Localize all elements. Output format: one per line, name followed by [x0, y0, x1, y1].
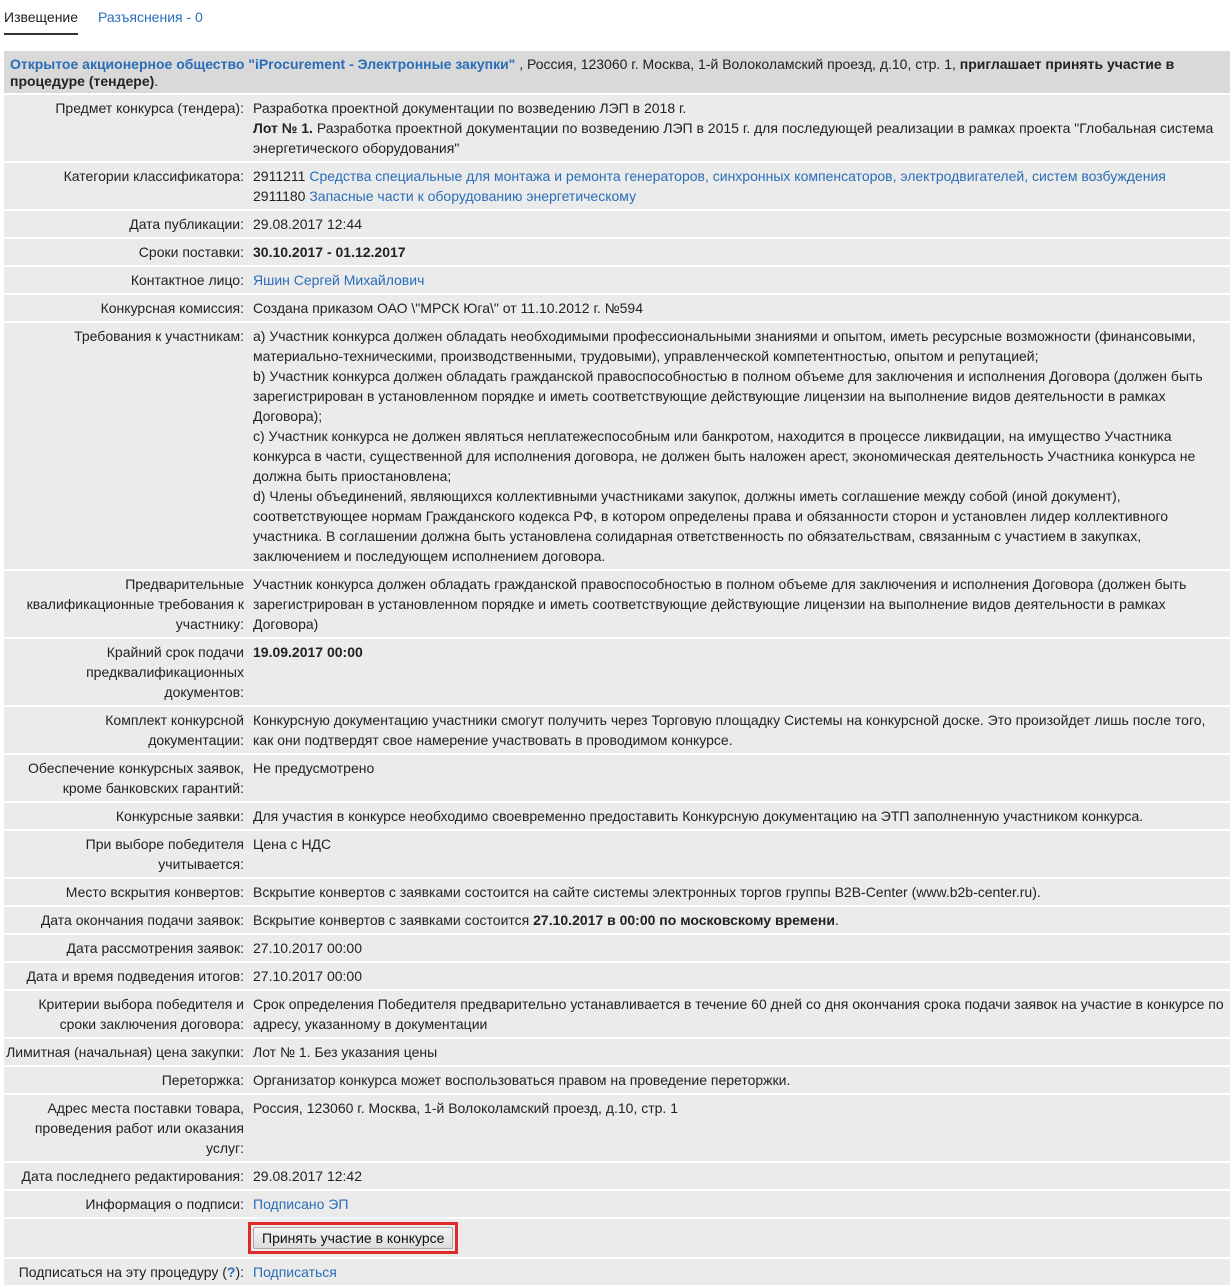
row-participate	[4, 1219, 1230, 1257]
organizer-address: , Россия, 123060 г. Москва, 1-й Волоколамский проезд, д.10, стр. 1,	[519, 56, 956, 72]
rebid-label: Переторжка:	[4, 1067, 248, 1093]
participate-cell	[248, 1219, 1230, 1257]
row-limit-price	[4, 1039, 1230, 1065]
subscribe-label-suffix: ):	[235, 1264, 244, 1280]
opening-place-value: Вскрытие конвертов с заявками состоится на сайте системы электронных торгов группы B2B-Center (www.b2b-center.ru).	[248, 879, 1230, 905]
last-edit-label: Дата последнего редактирования:	[4, 1163, 248, 1189]
bids-label: Конкурсные заявки:	[4, 803, 248, 829]
requirement-d: d) Члены объединений, являющихся коллективными участниками закупок, должны иметь соглашение между собой (иной документ), соответствующее нормам Гражданского кодекса РФ, в котором определены права и обязанности сторон и установлен лидер коллективного участника. В соглашении должна быть установлена солидарная ответственность по обязательствам, связанным с участием в закупках, заключением и последующем исполнением договора.	[253, 488, 1169, 564]
lot-label: Лот № 1.	[253, 120, 313, 136]
bids-value: Для участия в конкурсе необходимо своевременно предоставить Конкурсную документацию на ЭТП заполненную участником конкурса.	[248, 803, 1230, 829]
prequal-deadline-label: Крайний срок подачи предквалификационных документов:	[4, 639, 248, 705]
help-link[interactable]: ?	[226, 1264, 236, 1280]
docs-label: Комплект конкурсной документации:	[4, 707, 248, 753]
row-security	[4, 755, 1230, 801]
rebid-value: Организатор конкурса может воспользоваться правом на проведение переторжки.	[248, 1067, 1230, 1093]
row-prequal-deadline	[4, 639, 1230, 705]
row-results-date	[4, 963, 1230, 989]
commission-value: Создана приказом ОАО \"МРСК Юга\" от 11.10.2012 г. №594	[248, 295, 1230, 321]
requirement-a: a) Участник конкурса должен обладать необходимыми профессиональными знаниями и опытом, иметь ресурсные возможности (финансовыми, материально-техническими, производственными, трудовыми), управленческой компетентностью, опытом и репутацией;	[253, 328, 1196, 364]
bids-end-datetime: 27.10.2017 в 00:00 по московскому времени	[533, 912, 835, 928]
requirements-value	[248, 323, 1230, 569]
row-contact	[4, 267, 1230, 293]
docs-value: Конкурсную документацию участники смогут получить через Торговую площадку Системы на конкурсной доске. Это произойдет лишь после того, как они подтвердят свое намерение участвовать в проводимом конкурсе.	[248, 707, 1230, 753]
categories-label: Категории классификатора:	[4, 163, 248, 209]
signature-label: Информация о подписи:	[4, 1191, 248, 1217]
last-edit-value: 29.08.2017 12:42	[248, 1163, 1230, 1189]
pub-date-value: 29.08.2017 12:44	[248, 211, 1230, 237]
review-date-label: Дата рассмотрения заявок:	[4, 935, 248, 961]
row-opening-place	[4, 879, 1230, 905]
row-winner-price	[4, 831, 1230, 877]
notice-header	[4, 51, 1230, 93]
bids-end-prefix: Вскрытие конвертов с заявками состоится	[253, 912, 530, 928]
row-last-edit	[4, 1163, 1230, 1189]
header-period: .	[154, 73, 159, 89]
delivery-address-value: Россия, 123060 г. Москва, 1-й Волоколамский проезд, д.10, стр. 1	[248, 1095, 1230, 1161]
contact-label: Контактное лицо:	[4, 267, 248, 293]
commission-label: Конкурсная комиссия:	[4, 295, 248, 321]
row-subscribe	[4, 1259, 1230, 1285]
row-commission	[4, 295, 1230, 321]
results-date-value: 27.10.2017 00:00	[248, 963, 1230, 989]
row-pub-date	[4, 211, 1230, 237]
row-signature	[4, 1191, 1230, 1217]
subscribe-label-prefix: Подписаться на эту процедуру (	[18, 1264, 227, 1280]
row-categories	[4, 163, 1230, 209]
category-code: 2911211	[253, 168, 306, 184]
security-value: Не предусмотрено	[248, 755, 1230, 801]
row-review-date	[4, 935, 1230, 961]
organizer-link[interactable]: Открытое акционерное общество "iProcurement - Электронные закупки"	[10, 56, 516, 72]
delivery-label: Сроки поставки:	[4, 239, 248, 265]
requirement-c: c) Участник конкурса не должен являться неплатежеспособным или банкротом, находится в процессе ликвидации, на имущество Участника конкурса в части, существенной для исполнения договора, не должен быть наложен арест, экономическая деятельность Участника конкурса не должна быть приостановлена;	[253, 428, 1196, 484]
tab-clarifications[interactable]: Разъяснения - 0	[98, 9, 203, 25]
row-delivery-address	[4, 1095, 1230, 1161]
prequal-value: Участник конкурса должен обладать гражданской правоспособностью в полном объеме для заключения и исполнения Договора (должен быть зарегистрирован в установленном порядке и иметь соответствующие действующие лицензии на выполнение видов деятельности в рамках Договора)	[248, 571, 1230, 637]
bids-end-suffix: .	[834, 912, 839, 928]
row-criteria	[4, 991, 1230, 1037]
winner-price-label: При выборе победителя учитывается:	[4, 831, 248, 877]
row-bids-end	[4, 907, 1230, 933]
results-date-label: Дата и время подведения итогов:	[4, 963, 248, 989]
row-prequal	[4, 571, 1230, 637]
subscribe-link[interactable]: Подписаться	[253, 1264, 337, 1280]
security-label: Обеспечение конкурсных заявок, кроме банковских гарантий:	[4, 755, 248, 801]
delivery-value: 30.10.2017 - 01.12.2017	[248, 239, 1230, 265]
category-code: 2911180	[253, 188, 306, 204]
limit-price-value: Лот № 1. Без указания цены	[248, 1039, 1230, 1065]
row-rebid	[4, 1067, 1230, 1093]
categories-value	[248, 163, 1230, 209]
pub-date-label: Дата публикации:	[4, 211, 248, 237]
signature-link[interactable]: Подписано ЭП	[253, 1196, 349, 1212]
participate-highlight	[248, 1222, 458, 1254]
subject-label: Предмет конкурса (тендера):	[4, 95, 248, 161]
subject-value	[248, 95, 1230, 161]
opening-place-label: Место вскрытия конвертов:	[4, 879, 248, 905]
lot-line	[253, 118, 1228, 158]
invite-text: приглашает принять участие в процедуре (тендере)	[10, 56, 1175, 89]
category-link[interactable]: Запасные части к оборудованию энергетическому	[309, 188, 637, 204]
bids-end-value	[248, 907, 1230, 933]
participate-button[interactable]: Принять участие в конкурсе	[253, 1227, 453, 1249]
row-requirements	[4, 323, 1230, 569]
contact-person-link[interactable]: Яшин Сергей Михайлович	[253, 272, 425, 288]
review-date-value: 27.10.2017 00:00	[248, 935, 1230, 961]
bids-end-label: Дата окончания подачи заявок:	[4, 907, 248, 933]
prequal-label: Предварительные квалификационные требования к участнику:	[4, 571, 248, 637]
tabs-bar	[4, 0, 1232, 35]
prequal-deadline-value: 19.09.2017 00:00	[248, 639, 1230, 705]
category-link[interactable]: Средства специальные для монтажа и ремонта генераторов, синхронных компенсаторов, электродвигателей, систем возбуждения	[309, 168, 1166, 184]
subject-line: Разработка проектной документации по возведению ЛЭП в 2018 г.	[253, 100, 687, 116]
subscribe-label	[4, 1259, 248, 1285]
row-subject	[4, 95, 1230, 161]
tab-notice[interactable]: Извещение	[4, 9, 78, 35]
criteria-value: Срок определения Победителя предварительно устанавливается в течение 60 дней со дня окончания срока подачи заявок на участие в конкурсе по адресу, указанному в документации	[248, 991, 1230, 1037]
delivery-address-label: Адрес места поставки товара, проведения работ или оказания услуг:	[4, 1095, 248, 1161]
lot-text: Разработка проектной документации по возведению ЛЭП в 2015 г. для последующей реализации в рамках проекта "Глобальная система энергетического оборудования"	[253, 120, 1214, 156]
row-delivery	[4, 239, 1230, 265]
criteria-label: Критерии выбора победителя и сроки заключения договора:	[4, 991, 248, 1037]
winner-price-value: Цена с НДС	[248, 831, 1230, 877]
row-docs	[4, 707, 1230, 753]
empty-label	[4, 1219, 248, 1257]
requirements-label: Требования к участникам:	[4, 323, 248, 569]
notice-table	[4, 49, 1230, 1287]
limit-price-label: Лимитная (начальная) цена закупки:	[4, 1039, 248, 1065]
row-bids	[4, 803, 1230, 829]
requirement-b: b) Участник конкурса должен обладать гражданской правоспособностью в полном объеме для заключения и исполнения Договора (должен быть зарегистрирован в установленном порядке и иметь соответствующие действующие лицензии на выполнение видов деятельности в рамках Договора);	[253, 368, 1203, 424]
